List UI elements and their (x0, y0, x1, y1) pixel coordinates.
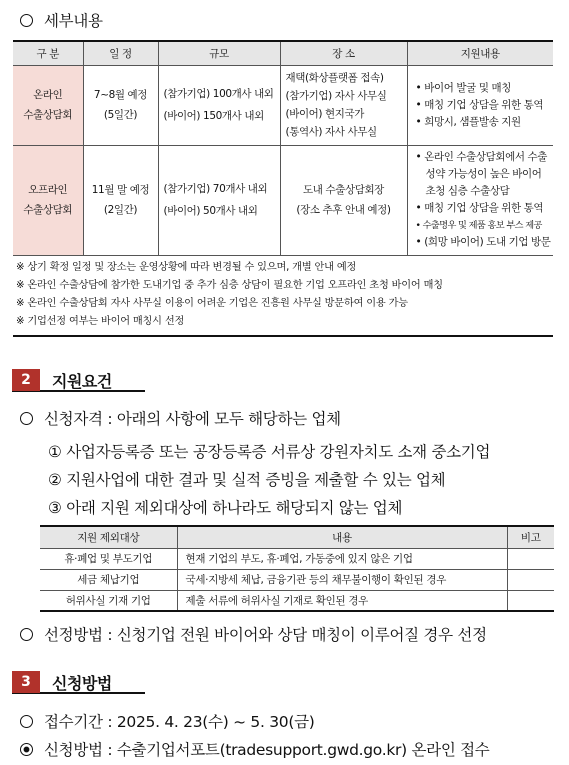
header-support: 지원내용 (407, 41, 553, 65)
note-line: ※ 상기 확정 일정 및 장소는 운영상황에 따라 변경될 수 있으며, 개별 안내 예정 (16, 261, 357, 273)
row-scale (158, 145, 280, 255)
schedule-line: 7~8월 예정 (93, 89, 148, 101)
category-line: 수출상담회 (23, 109, 73, 121)
row-category (13, 65, 83, 145)
scale-line: (바이어) 50개사 내외 (163, 205, 258, 217)
exclusion-type: 허위사실 기재 기업 (40, 590, 177, 611)
exclusion-content: 국세·지방세 체납, 금융기관 등의 채무불이행이 확인된 경우 (177, 569, 507, 590)
venue-line: (바이어) 현지국가 (285, 108, 365, 120)
venue-line: 도내 수출상담회장 (303, 184, 384, 196)
eligibility-text: 신청자격 : 아래의 사항에 모두 해당하는 업체 (44, 410, 341, 428)
exclusion-remarks (507, 548, 554, 569)
scale-line: (바이어) 150개사 내외 (163, 110, 264, 122)
venue-line: (통역사) 자사 사무실 (285, 126, 377, 138)
note-line: ※ 기업선정 여부는 바이어 매칭시 선정 (16, 315, 185, 327)
support-line: 초청 심층 수출상담 (425, 185, 510, 197)
header-schedule: 일 정 (83, 41, 158, 65)
table-row (40, 569, 554, 590)
method-line (20, 738, 489, 760)
venue-line: 재택(화상플랫폼 접속) (285, 72, 384, 84)
header-remarks: 비고 (507, 526, 554, 548)
venue-line: (참가기업) 자사 사무실 (285, 90, 387, 102)
hollow-circle-bullet-icon (20, 14, 33, 27)
support-line: • 매칭 기업 상담을 위한 통역 (415, 202, 544, 214)
venue-line: (장소 추후 안내 예정) (296, 204, 391, 216)
row-venue (280, 145, 407, 255)
hollow-circle-bullet-icon (20, 628, 33, 641)
table-row (40, 548, 554, 569)
schedule-line: 11월 말 예정 (91, 184, 150, 196)
header-category: 구 분 (13, 41, 83, 65)
section-number: 3 (12, 671, 40, 693)
support-line: • 온라인 수출상담회에서 수출 (415, 151, 548, 163)
selection-text: 선정방법 : 신청기업 전원 바이어와 상담 매칭이 이루어질 경우 선정 (44, 626, 487, 644)
schedule-line: (5일간) (103, 109, 138, 121)
eligibility-line (20, 407, 341, 429)
row-category (13, 145, 83, 255)
support-line: • 매칭 기업 상담을 위한 통역 (415, 98, 544, 111)
requirement-2: ② 지원사업에 대한 결과 및 실적 증빙을 제출할 수 있는 업체 (48, 471, 446, 489)
hollow-circle-bullet-icon (20, 715, 33, 728)
support-line: • 수출명우 및 제품 홍보 부스 제공 (415, 220, 542, 231)
schedule-line: (2일간) (103, 204, 138, 216)
section-3-header (12, 672, 145, 694)
detail-heading-text: 세부내용 (44, 12, 103, 30)
exclusion-remarks (507, 590, 554, 611)
header-scale: 규모 (158, 41, 280, 65)
row-schedule (83, 145, 158, 255)
exclusion-table (40, 525, 554, 612)
support-line: • (희망 바이어) 도내 기업 방문 (415, 236, 551, 248)
exclusion-type: 세금 체납기업 (40, 569, 177, 590)
header-venue: 장 소 (280, 41, 407, 65)
row-support (407, 65, 553, 145)
section-title: 지원요건 (52, 371, 112, 391)
header-exclusion: 지원 제외대상 (40, 526, 177, 548)
table-notes (13, 255, 553, 336)
row-scale (158, 65, 280, 145)
detail-table (13, 40, 553, 337)
exclusion-content: 현재 기업의 부도, 휴·폐업, 가동중에 있지 않은 기업 (177, 548, 507, 569)
support-line: • 바이어 발굴 및 매칭 (415, 81, 511, 94)
table-row (13, 145, 553, 255)
support-line: • 희망시, 샘플발송 지원 (415, 115, 521, 128)
period-text: 접수기간 : 2025. 4. 23(수) ~ 5. 30(금) (44, 713, 315, 731)
filled-circle-bullet-icon (20, 743, 33, 756)
category-line: 온라인 (33, 89, 63, 101)
detail-table-header (13, 41, 553, 65)
hollow-circle-bullet-icon (20, 412, 33, 425)
method-text: 신청방법 : 수출기업서포트(tradesupport.gwd.go.kr) 온라인 접수 (44, 741, 490, 759)
table-row (40, 590, 554, 611)
row-schedule (83, 65, 158, 145)
selection-line (20, 623, 487, 645)
section-2-header (12, 370, 145, 392)
requirement-1: ① 사업자등록증 또는 공장등록증 서류상 강원자치도 소재 중소기업 (48, 443, 491, 461)
scale-line: (참가기업) 70개사 내외 (163, 183, 268, 195)
note-line: ※ 온라인 수출상담에 참가한 도내기업 중 추가 심층 상담이 필요한 기업 오프라인 초청 바이어 매칭 (16, 279, 443, 291)
support-line: 성약 가능성이 높은 바이어 (425, 168, 542, 180)
category-line: 수출상담회 (23, 204, 73, 216)
table-notes-row (13, 255, 553, 336)
scale-line: (참가기업) 100개사 내외 (163, 88, 274, 100)
row-support (407, 145, 553, 255)
category-line: 오프라인 (28, 184, 68, 196)
detail-heading (20, 9, 103, 31)
exclusion-remarks (507, 569, 554, 590)
section-number: 2 (12, 369, 40, 391)
header-content: 내용 (177, 526, 507, 548)
row-venue (280, 65, 407, 145)
exclusion-content: 제출 서류에 허위사실 기재로 확인된 경우 (177, 590, 507, 611)
exclusion-table-header (40, 526, 554, 548)
requirement-3: ③ 아래 지원 제외대상에 하나라도 해당되지 않는 업체 (48, 499, 403, 517)
table-row (13, 65, 553, 145)
section-title: 신청방법 (52, 673, 112, 693)
period-line (20, 710, 315, 732)
exclusion-type: 휴·폐업 및 부도기업 (40, 548, 177, 569)
note-line: ※ 온라인 수출상담회 자사 사무실 이용이 어려운 기업은 진흥원 사무실 방문하여 이용 가능 (16, 297, 408, 309)
